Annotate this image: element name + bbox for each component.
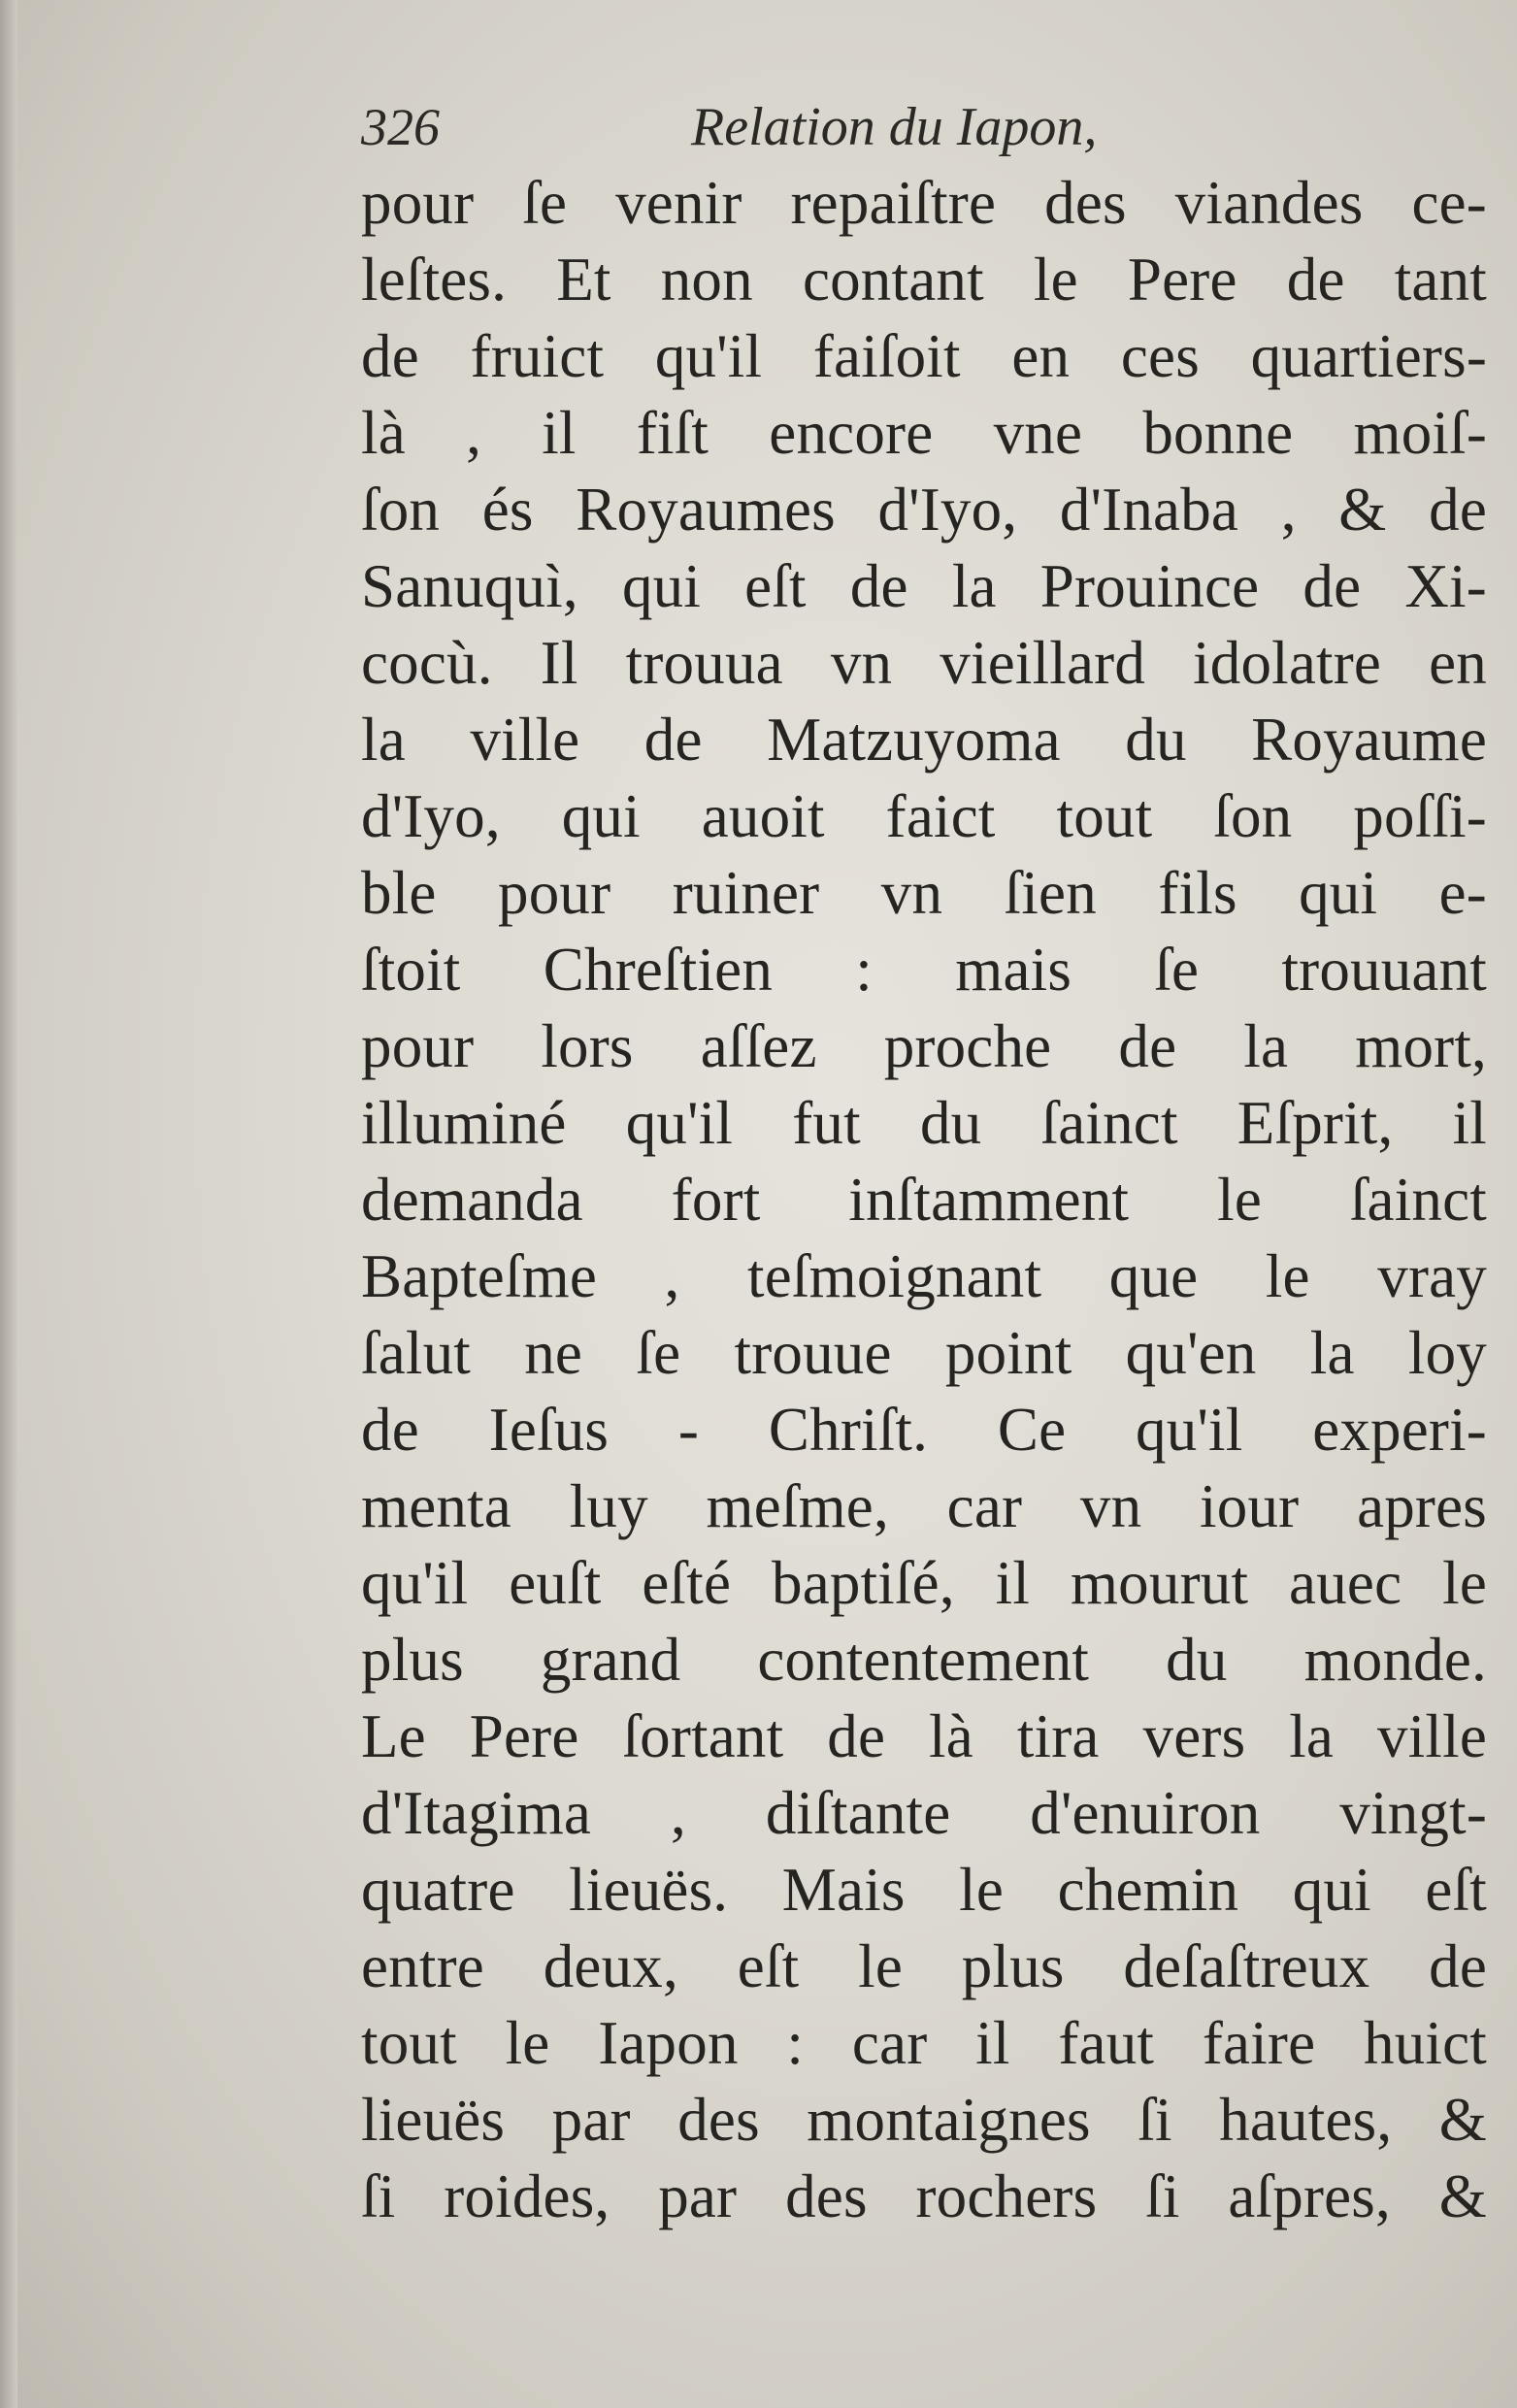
text-line: cocù. Il trouua vn vieillard idolatre en [361,629,1487,697]
text-line: ſi roides, par des rochers ſi aſpres, & [361,2162,1487,2230]
text-line: entre deux, eſt le plus deſaſtreux de [361,1932,1487,2000]
text-line: d'Itagima , diſtante d'enuiron vingt- [361,1779,1487,1847]
running-title: Relation du Iapon, [691,97,1098,157]
text-block [361,89,1487,2235]
page-number: 326 [361,98,440,156]
running-head [361,89,1487,165]
text-line: illuminé qu'il fut du ſainct Eſprit, il [361,1089,1487,1157]
text-line: leſtes. Et non contant le Pere de tant [361,246,1487,313]
text-line: Bapteſme , teſmoignant que le vray [361,1242,1487,1310]
text-line: de fruict qu'il faiſoit en ces quartiers- [361,322,1487,390]
text-line: demanda fort inſtamment le ſainct [361,1166,1487,1234]
text-line: Le Pere ſortant de là tira vers la ville [361,1702,1487,1770]
text-line: Sanuquì, qui eſt de la Prouince de Xi- [361,552,1487,620]
text-line: qu'il euſt eſté baptiſé, il mourut auec le [361,1549,1487,1617]
text-line: là , il fiſt encore vne bonne moiſ- [361,399,1487,467]
text-line: quatre lieuës. Mais le chemin qui eſt [361,1856,1487,1924]
text-line: ſon és Royaumes d'Iyo, d'Inaba , & de [361,476,1487,544]
text-line: ble pour ruiner vn ſien fils qui e- [361,859,1487,927]
text-line: de Ieſus - Chriſt. Ce qu'il experi- [361,1396,1487,1464]
text-line: plus grand contentement du monde. [361,1626,1487,1694]
text-line: la ville de Matzuyoma du Royaume [361,706,1487,774]
body-text [361,165,1487,2235]
text-line: ſalut ne ſe trouue point qu'en la loy [361,1319,1487,1387]
text-line: pour ſe venir repaiſtre des viandes ce- [361,169,1487,237]
page-gutter-edge [0,0,17,2408]
text-line: lieuës par des montaignes ſi hautes, & [361,2086,1487,2154]
text-line: menta luy meſme, car vn iour apres [361,1472,1487,1540]
text-line: d'Iyo, qui auoit faict tout ſon poſſi- [361,782,1487,850]
text-line: ſtoit Chreſtien : mais ſe trouuant [361,936,1487,1004]
text-line: pour lors aſſez proche de la mort, [361,1012,1487,1080]
text-line: tout le Iapon : car il faut faire huict [361,2009,1487,2077]
